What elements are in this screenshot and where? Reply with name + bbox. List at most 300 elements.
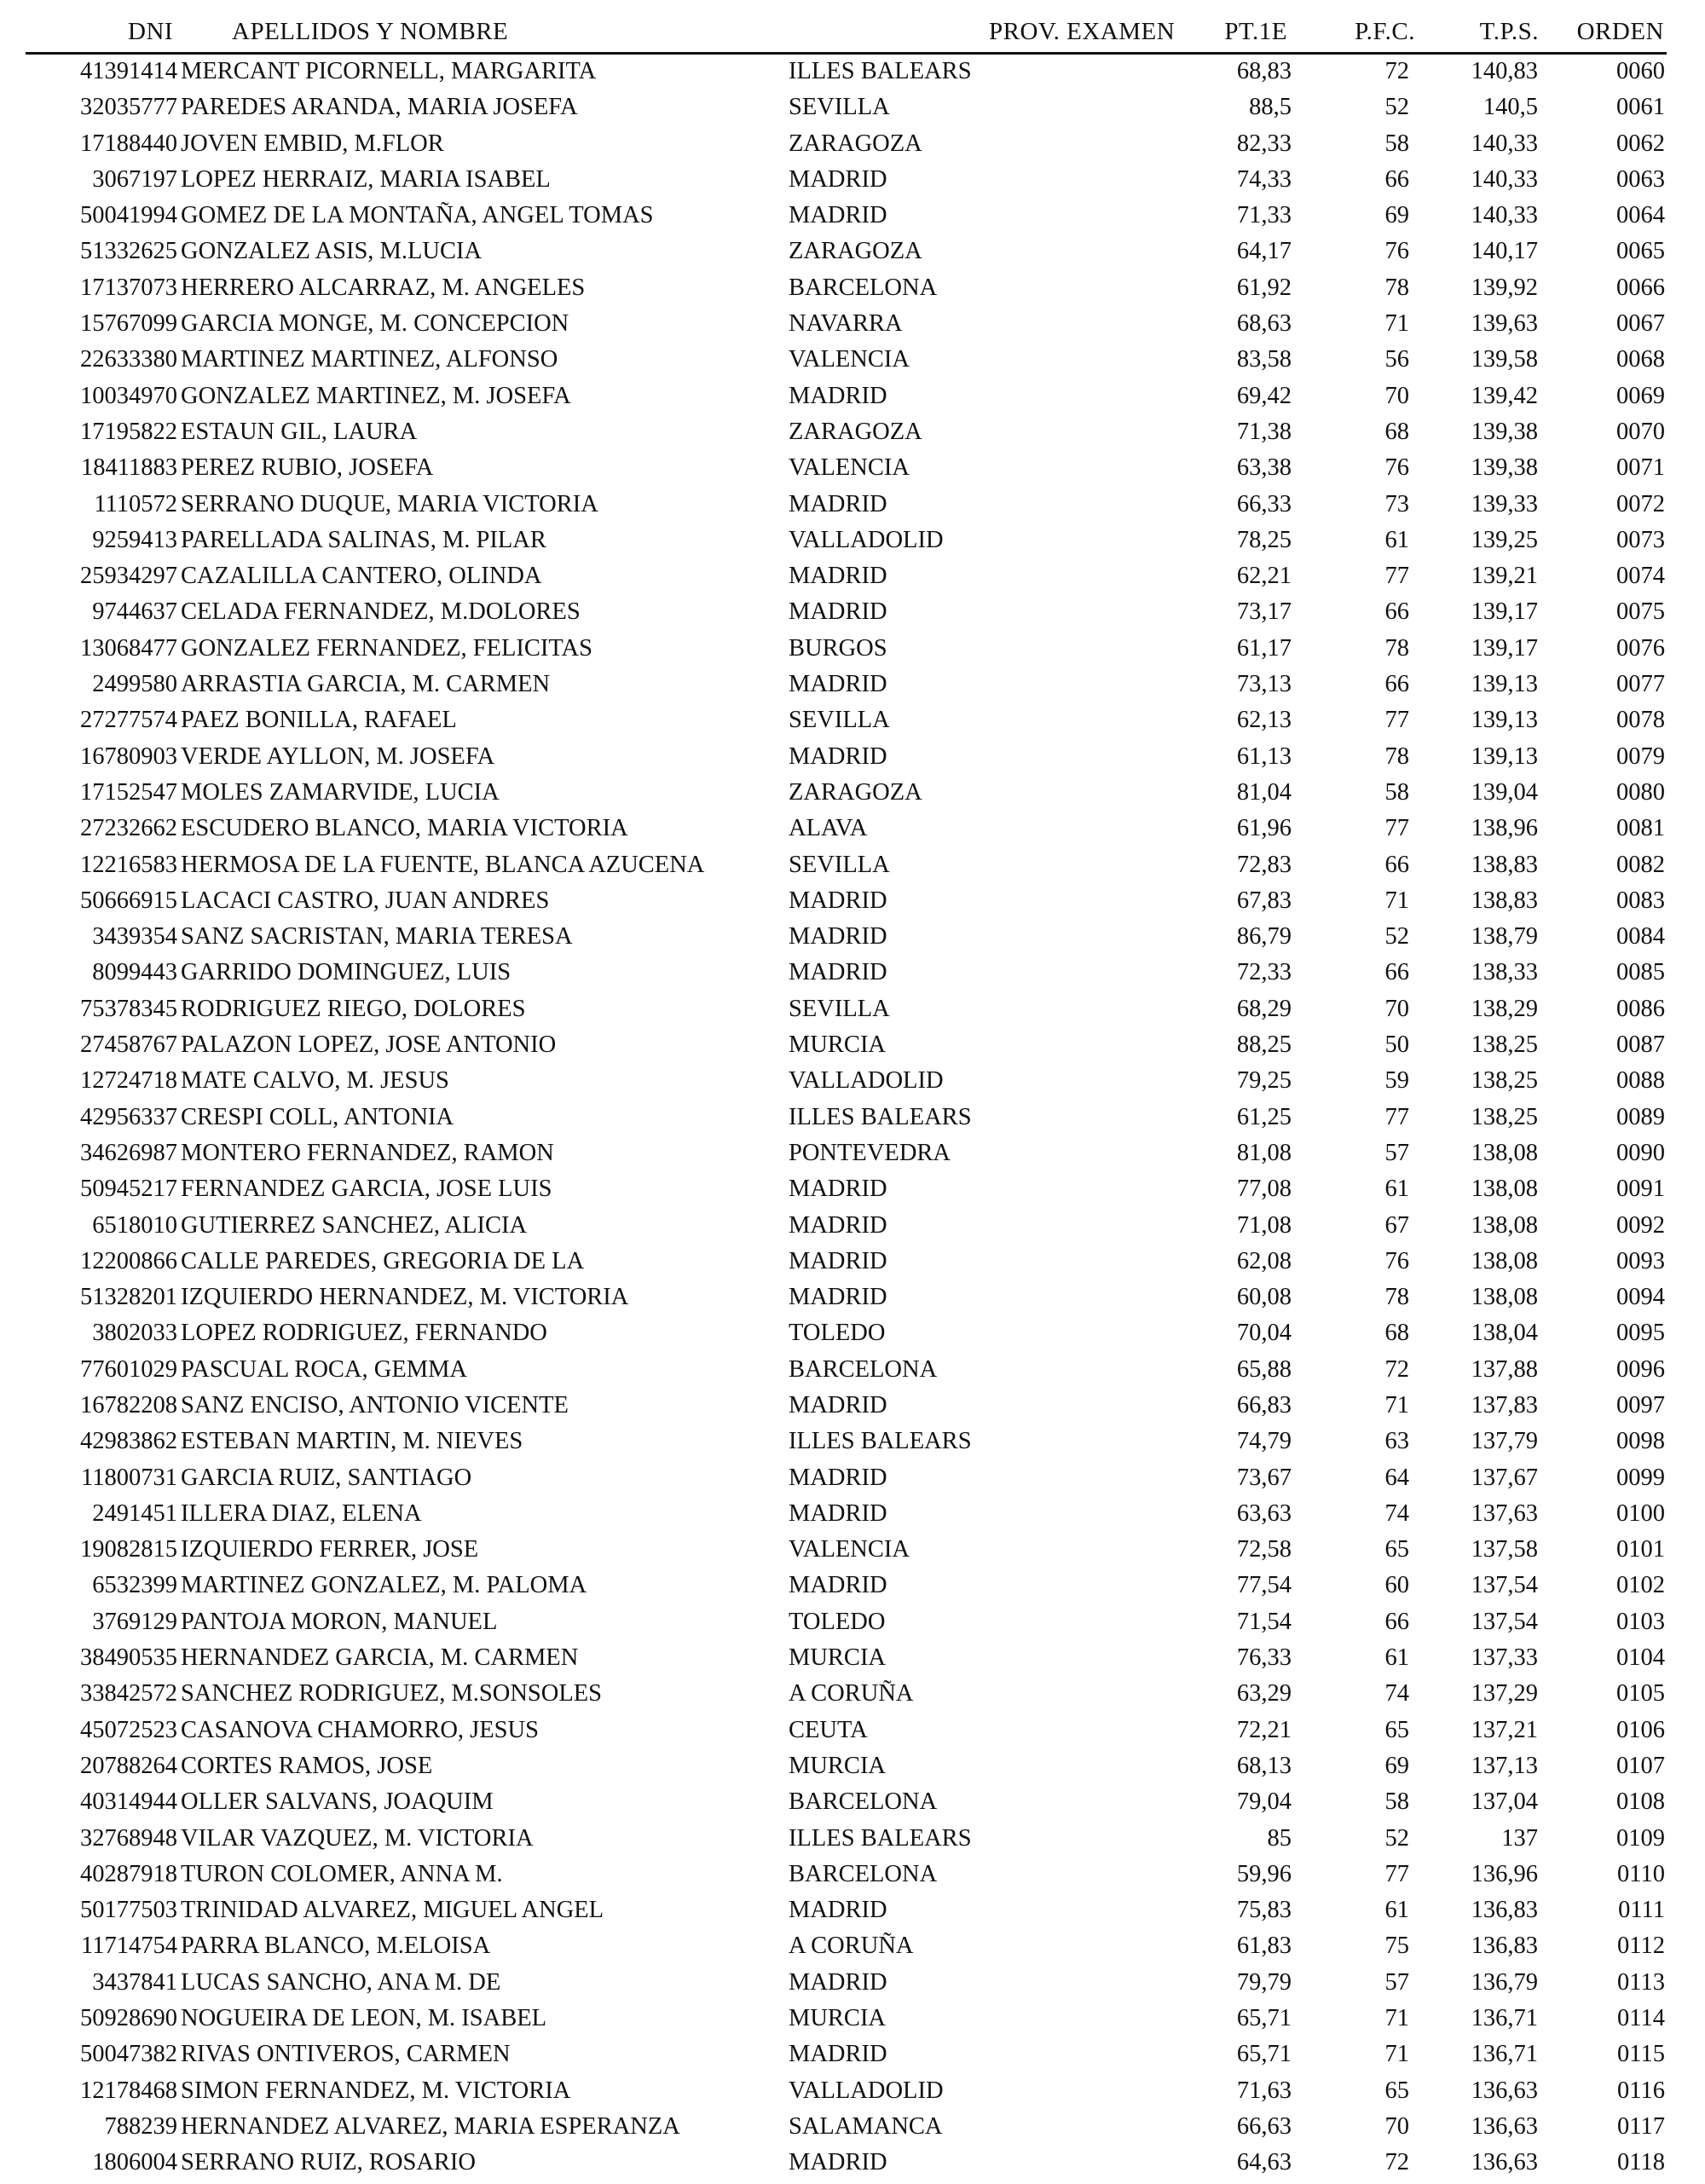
table-row — [0, 273, 1705, 309]
cell-orden: 0091 — [1616, 1176, 1665, 1203]
cell-name: PAREDES ARANDA, MARIA JOSEFA — [181, 94, 578, 121]
cell-province: MADRID — [789, 959, 887, 986]
cell-pt1e: 68,29 — [1236, 995, 1292, 1022]
cell-pt1e: 77,08 — [1236, 1176, 1292, 1203]
cell-name: ESTEBAN MARTIN, M. NIEVES — [181, 1428, 523, 1455]
cell-orden: 0117 — [1617, 2112, 1665, 2140]
cell-dni: 45072523 — [80, 1716, 177, 1743]
cell-name: SERRANO RUIZ, ROSARIO — [181, 2149, 476, 2176]
cell-pfc: 70 — [1384, 995, 1409, 1022]
table-row — [0, 489, 1705, 525]
cell-tps: 136,63 — [1471, 2112, 1538, 2140]
cell-name: ESTAUN GIL, LAURA — [181, 418, 418, 445]
cell-pt1e: 73,17 — [1236, 598, 1292, 626]
cell-orden: 0064 — [1616, 202, 1665, 229]
cell-tps: 139,13 — [1471, 671, 1538, 698]
cell-dni: 6518010 — [92, 1211, 177, 1239]
cell-pfc: 57 — [1384, 1139, 1409, 1166]
cell-province: MADRID — [789, 1211, 887, 1239]
cell-province: MURCIA — [789, 1752, 887, 1779]
cell-orden: 0082 — [1616, 851, 1665, 878]
table-row — [0, 1102, 1705, 1138]
cell-pfc: 78 — [1384, 634, 1409, 662]
cell-pfc: 66 — [1384, 165, 1409, 193]
cell-name: SANZ SACRISTAN, MARIA TERESA — [181, 923, 573, 950]
cell-name: MOLES ZAMARVIDE, LUCIA — [181, 778, 500, 806]
cell-pfc: 68 — [1384, 1320, 1409, 1347]
cell-pfc: 63 — [1384, 1428, 1409, 1455]
cell-pfc: 71 — [1384, 310, 1409, 338]
cell-province: ZARAGOZA — [789, 418, 922, 445]
cell-pt1e: 61,92 — [1236, 274, 1292, 301]
cell-pt1e: 75,83 — [1236, 1897, 1292, 1924]
cell-name: TURON COLOMER, ANNA M. — [181, 1860, 503, 1887]
cell-pt1e: 63,38 — [1236, 454, 1292, 482]
cell-name: MATE CALVO, M. JESUS — [181, 1067, 449, 1095]
cell-pt1e: 71,08 — [1236, 1211, 1292, 1239]
cell-pt1e: 79,79 — [1236, 1968, 1292, 1996]
table-row — [0, 813, 1705, 849]
cell-tps: 138,79 — [1471, 923, 1538, 950]
cell-pt1e: 66,63 — [1236, 2112, 1292, 2140]
cell-dni: 20788264 — [80, 1752, 177, 1779]
cell-pfc: 69 — [1384, 202, 1409, 229]
cell-pt1e: 64,63 — [1236, 2149, 1292, 2176]
cell-orden: 0088 — [1616, 1067, 1665, 1095]
table-row — [0, 1210, 1705, 1246]
cell-province: MURCIA — [789, 1031, 887, 1059]
cell-dni: 9259413 — [92, 526, 177, 553]
cell-name: CORTES RAMOS, JOSE — [181, 1752, 433, 1779]
header-pt1e: PT.1E — [1224, 18, 1287, 45]
table-row — [0, 1282, 1705, 1318]
cell-province: ILLES BALEARS — [789, 1103, 972, 1130]
cell-name: GONZALEZ MARTINEZ, M. JOSEFA — [181, 382, 571, 409]
cell-province: MADRID — [789, 1968, 887, 1996]
cell-pfc: 64 — [1384, 1464, 1409, 1491]
cell-pt1e: 81,04 — [1236, 778, 1292, 806]
table-row — [0, 2147, 1705, 2183]
cell-province: ILLES BALEARS — [789, 1824, 972, 1852]
table-row — [0, 344, 1705, 380]
cell-pfc: 71 — [1384, 2041, 1409, 2068]
table-row — [0, 742, 1705, 777]
cell-name: CASANOVA CHAMORRO, JESUS — [181, 1716, 539, 1743]
table-row — [0, 92, 1705, 128]
cell-name: PEREZ RUBIO, JOSEFA — [181, 454, 434, 482]
cell-province: ALAVA — [789, 815, 868, 842]
cell-province: MURCIA — [789, 2005, 887, 2032]
cell-province: ZARAGOZA — [789, 778, 922, 806]
cell-tps: 137,54 — [1471, 1572, 1538, 1599]
cell-tps: 137,13 — [1471, 1752, 1538, 1779]
cell-pt1e: 73,13 — [1236, 671, 1292, 698]
cell-pt1e: 65,88 — [1236, 1355, 1292, 1383]
cell-tps: 139,13 — [1471, 742, 1538, 770]
cell-pfc: 61 — [1384, 1176, 1409, 1203]
table-row — [0, 1534, 1705, 1570]
cell-pt1e: 64,17 — [1236, 238, 1292, 265]
table-row — [0, 1715, 1705, 1751]
cell-pt1e: 66,33 — [1236, 490, 1292, 517]
cell-dni: 8099443 — [92, 959, 177, 986]
cell-name: PASCUAL ROCA, GEMMA — [181, 1355, 468, 1383]
cell-province: VALLADOLID — [789, 1067, 944, 1095]
cell-tps: 137,67 — [1471, 1464, 1538, 1491]
cell-tps: 137,79 — [1471, 1428, 1538, 1455]
cell-orden: 0109 — [1616, 1824, 1665, 1852]
table-row — [0, 957, 1705, 993]
cell-pfc: 78 — [1384, 1284, 1409, 1311]
cell-dni: 50666915 — [80, 887, 177, 914]
cell-pt1e: 72,21 — [1236, 1716, 1292, 1743]
cell-tps: 139,92 — [1471, 274, 1538, 301]
cell-orden: 0100 — [1616, 1499, 1665, 1527]
cell-orden: 0118 — [1617, 2149, 1665, 2176]
table-row — [0, 1426, 1705, 1462]
cell-dni: 42956337 — [80, 1103, 177, 1130]
cell-name: SIMON FERNANDEZ, M. VICTORIA — [181, 2077, 571, 2104]
cell-tps: 139,63 — [1471, 310, 1538, 338]
cell-pfc: 74 — [1384, 1680, 1409, 1707]
cell-dni: 15767099 — [80, 310, 177, 338]
cell-orden: 0092 — [1616, 1211, 1665, 1239]
cell-orden: 0086 — [1616, 995, 1665, 1022]
cell-orden: 0089 — [1616, 1103, 1665, 1130]
header-pfc: P.F.C. — [1355, 18, 1415, 45]
cell-orden: 0107 — [1616, 1752, 1665, 1779]
cell-orden: 0070 — [1616, 418, 1665, 445]
cell-orden: 0104 — [1616, 1644, 1665, 1672]
cell-province: MADRID — [789, 2149, 887, 2176]
cell-name: TRINIDAD ALVAREZ, MIGUEL ANGEL — [181, 1897, 604, 1924]
cell-orden: 0062 — [1616, 130, 1665, 157]
cell-dni: 27458767 — [80, 1031, 177, 1059]
table-row — [0, 1030, 1705, 1066]
cell-name: GARRIDO DOMINGUEZ, LUIS — [181, 959, 512, 986]
cell-pt1e: 71,38 — [1236, 418, 1292, 445]
cell-tps: 136,71 — [1471, 2041, 1538, 2068]
cell-name: HERNANDEZ GARCIA, M. CARMEN — [181, 1644, 579, 1672]
table-row — [0, 1751, 1705, 1787]
table-row — [0, 1607, 1705, 1643]
cell-tps: 140,33 — [1471, 165, 1538, 193]
cell-name: MARTINEZ GONZALEZ, M. PALOMA — [181, 1572, 587, 1599]
cell-orden: 0114 — [1617, 2005, 1665, 2032]
cell-pfc: 66 — [1384, 1608, 1409, 1635]
cell-pt1e: 72,33 — [1236, 959, 1292, 986]
cell-dni: 17137073 — [80, 274, 177, 301]
cell-tps: 137,54 — [1471, 1608, 1538, 1635]
cell-name: LOPEZ HERRAIZ, MARIA ISABEL — [181, 165, 551, 193]
cell-dni: 50928690 — [80, 2005, 177, 2032]
cell-pt1e: 68,83 — [1236, 58, 1292, 84]
cell-pfc: 77 — [1384, 563, 1409, 590]
cell-pfc: 66 — [1384, 851, 1409, 878]
cell-name: LOPEZ RODRIGUEZ, FERNANDO — [181, 1320, 547, 1347]
cell-dni: 50177503 — [80, 1897, 177, 1924]
cell-province: MADRID — [789, 1572, 887, 1599]
header-dni: DNI — [128, 18, 174, 45]
cell-province: SEVILLA — [789, 995, 890, 1022]
cell-orden: 0116 — [1617, 2077, 1665, 2104]
cell-name: PALAZON LOPEZ, JOSE ANTONIO — [181, 1031, 557, 1059]
cell-pt1e: 79,25 — [1236, 1067, 1292, 1095]
cell-pt1e: 72,83 — [1236, 851, 1292, 878]
cell-province: VALENCIA — [789, 346, 910, 373]
cell-name: GARCIA RUIZ, SANTIAGO — [181, 1464, 472, 1491]
cell-province: MADRID — [789, 1176, 887, 1203]
cell-name: GUTIERREZ SANCHEZ, ALICIA — [181, 1211, 528, 1239]
table-row — [0, 1066, 1705, 1101]
cell-dni: 25934297 — [80, 563, 177, 590]
cell-province: SEVILLA — [789, 94, 890, 121]
table-row — [0, 1390, 1705, 1426]
table-row — [0, 1859, 1705, 1895]
table-row — [0, 1355, 1705, 1390]
cell-orden: 0108 — [1616, 1788, 1665, 1816]
cell-pfc: 70 — [1384, 382, 1409, 409]
cell-province: MADRID — [789, 202, 887, 229]
table-row — [0, 886, 1705, 922]
cell-tps: 137,29 — [1471, 1680, 1538, 1707]
cell-tps: 140,83 — [1471, 58, 1538, 84]
cell-tps: 139,17 — [1471, 598, 1538, 626]
cell-dni: 42983862 — [80, 1428, 177, 1455]
cell-dni: 17195822 — [80, 418, 177, 445]
cell-province: CEUTA — [789, 1716, 868, 1743]
table-row — [0, 381, 1705, 417]
cell-orden: 0061 — [1616, 94, 1665, 121]
cell-dni: 32035777 — [80, 94, 177, 121]
cell-province: MADRID — [789, 1284, 887, 1311]
cell-orden: 0080 — [1616, 778, 1665, 806]
cell-pt1e: 71,33 — [1236, 202, 1292, 229]
cell-province: BARCELONA — [789, 1860, 938, 1887]
cell-province: BARCELONA — [789, 274, 938, 301]
cell-pfc: 66 — [1384, 598, 1409, 626]
cell-orden: 0074 — [1616, 563, 1665, 590]
cell-orden: 0095 — [1616, 1320, 1665, 1347]
cell-orden: 0087 — [1616, 1031, 1665, 1059]
table-row — [0, 2076, 1705, 2112]
cell-tps: 137,33 — [1471, 1644, 1538, 1672]
cell-pt1e: 78,25 — [1236, 526, 1292, 553]
cell-dni: 40287918 — [80, 1860, 177, 1887]
cell-name: RIVAS ONTIVEROS, CARMEN — [181, 2041, 511, 2068]
cell-province: SEVILLA — [789, 707, 890, 734]
cell-dni: 3067197 — [92, 165, 177, 193]
cell-dni: 10034970 — [80, 382, 177, 409]
cell-tps: 136,63 — [1471, 2077, 1538, 2104]
cell-tps: 139,33 — [1471, 490, 1538, 517]
header-divider — [26, 52, 1667, 55]
table-row — [0, 236, 1705, 272]
cell-pfc: 65 — [1384, 2077, 1409, 2104]
cell-tps: 136,83 — [1471, 1897, 1538, 1924]
cell-province: MADRID — [789, 742, 887, 770]
cell-orden: 0066 — [1616, 274, 1665, 301]
cell-orden: 0101 — [1616, 1536, 1665, 1563]
cell-province: A CORUÑA — [789, 1933, 914, 1960]
cell-pfc: 57 — [1384, 1968, 1409, 1996]
cell-pt1e: 62,08 — [1236, 1247, 1292, 1274]
table-row — [0, 633, 1705, 669]
table-row — [0, 2112, 1705, 2147]
cell-pt1e: 71,63 — [1236, 2077, 1292, 2104]
cell-province: MADRID — [789, 1247, 887, 1274]
cell-province: MADRID — [789, 165, 887, 193]
table-row — [0, 2003, 1705, 2039]
cell-orden: 0067 — [1616, 310, 1665, 338]
cell-tps: 138,83 — [1471, 887, 1538, 914]
table-row — [0, 1643, 1705, 1678]
cell-tps: 137,21 — [1471, 1716, 1538, 1743]
cell-province: MADRID — [789, 1464, 887, 1491]
cell-pt1e: 70,04 — [1236, 1320, 1292, 1347]
cell-pt1e: 79,04 — [1236, 1788, 1292, 1816]
cell-pt1e: 61,96 — [1236, 815, 1292, 842]
cell-dni: 16782208 — [80, 1391, 177, 1418]
table-row — [0, 777, 1705, 813]
cell-dni: 77601029 — [80, 1355, 177, 1383]
table-row — [0, 1967, 1705, 2003]
cell-orden: 0085 — [1616, 959, 1665, 986]
cell-pt1e: 61,13 — [1236, 742, 1292, 770]
cell-tps: 138,96 — [1471, 815, 1538, 842]
cell-dni: 11800731 — [81, 1464, 177, 1491]
cell-dni: 3802033 — [92, 1320, 177, 1347]
table-row — [0, 1463, 1705, 1499]
table-row — [0, 994, 1705, 1030]
table-row — [0, 525, 1705, 561]
cell-tps: 140,17 — [1471, 238, 1538, 265]
cell-tps: 136,96 — [1471, 1860, 1538, 1887]
cell-tps: 137,04 — [1471, 1788, 1538, 1816]
cell-pfc: 65 — [1384, 1716, 1409, 1743]
cell-pfc: 76 — [1384, 238, 1409, 265]
table-row — [0, 1787, 1705, 1823]
table-row — [0, 850, 1705, 886]
cell-orden: 0110 — [1617, 1860, 1665, 1887]
cell-tps: 138,08 — [1471, 1247, 1538, 1274]
cell-pt1e: 61,25 — [1236, 1103, 1292, 1130]
cell-orden: 0081 — [1616, 815, 1665, 842]
cell-tps: 139,38 — [1471, 418, 1538, 445]
cell-name: LUCAS SANCHO, ANA M. DE — [181, 1968, 501, 1996]
cell-pt1e: 72,58 — [1236, 1536, 1292, 1563]
cell-pfc: 66 — [1384, 959, 1409, 986]
cell-province: ZARAGOZA — [789, 130, 922, 157]
cell-dni: 9744637 — [92, 598, 177, 626]
cell-pt1e: 62,13 — [1236, 707, 1292, 734]
table-row — [0, 1931, 1705, 1967]
cell-dni: 12724718 — [80, 1067, 177, 1095]
cell-orden: 0094 — [1616, 1284, 1665, 1311]
cell-name: PAEZ BONILLA, RAFAEL — [181, 707, 457, 734]
cell-province: MADRID — [789, 923, 887, 950]
cell-orden: 0084 — [1616, 923, 1665, 950]
cell-pt1e: 66,83 — [1236, 1391, 1292, 1418]
cell-dni: 27232662 — [80, 815, 177, 842]
cell-tps: 138,83 — [1471, 851, 1538, 878]
cell-pfc: 71 — [1384, 2005, 1409, 2032]
table-row — [0, 1138, 1705, 1174]
cell-name: GARCIA MONGE, M. CONCEPCION — [181, 310, 569, 338]
cell-name: PANTOJA MORON, MANUEL — [181, 1608, 498, 1635]
cell-tps: 138,08 — [1471, 1284, 1538, 1311]
table-row — [0, 129, 1705, 165]
cell-orden: 0083 — [1616, 887, 1665, 914]
cell-orden: 0099 — [1616, 1464, 1665, 1491]
cell-name: RODRIGUEZ RIEGO, DOLORES — [181, 995, 526, 1022]
cell-dni: 51328201 — [80, 1284, 177, 1311]
cell-pfc: 76 — [1384, 454, 1409, 482]
cell-province: SALAMANCA — [789, 2112, 943, 2140]
cell-orden: 0060 — [1616, 58, 1665, 84]
table-row — [0, 1823, 1705, 1859]
cell-name: CAZALILLA CANTERO, OLINDA — [181, 563, 542, 590]
cell-pt1e: 77,54 — [1236, 1572, 1292, 1599]
cell-pfc: 56 — [1384, 346, 1409, 373]
cell-pt1e: 65,71 — [1236, 2005, 1292, 2032]
table-row — [0, 1895, 1705, 1931]
cell-province: BURGOS — [789, 634, 887, 662]
table-row — [0, 597, 1705, 633]
cell-orden: 0098 — [1616, 1428, 1665, 1455]
cell-pfc: 52 — [1384, 1824, 1409, 1852]
table-row — [0, 1678, 1705, 1714]
cell-province: VALLADOLID — [789, 2077, 944, 2104]
cell-dni: 6532399 — [92, 1572, 177, 1599]
cell-name: NOGUEIRA DE LEON, M. ISABEL — [181, 2005, 547, 2032]
cell-pfc: 77 — [1384, 1860, 1409, 1887]
cell-tps: 138,33 — [1471, 959, 1538, 986]
cell-tps: 140,5 — [1482, 94, 1538, 121]
cell-pfc: 61 — [1384, 526, 1409, 553]
table-row — [0, 2039, 1705, 2075]
table-row — [0, 922, 1705, 957]
cell-dni: 16780903 — [80, 742, 177, 770]
cell-tps: 136,83 — [1471, 1933, 1538, 1960]
cell-pfc: 58 — [1384, 130, 1409, 157]
cell-dni: 788239 — [104, 2112, 177, 2140]
header-province: PROV. EXAMEN — [989, 18, 1176, 45]
cell-name: SERRANO DUQUE, MARIA VICTORIA — [181, 490, 598, 517]
table-row — [0, 1174, 1705, 1210]
cell-orden: 0068 — [1616, 346, 1665, 373]
cell-tps: 137 — [1501, 1824, 1538, 1852]
cell-pt1e: 85 — [1267, 1824, 1292, 1852]
cell-name: IZQUIERDO FERRER, JOSE — [181, 1536, 479, 1563]
cell-province: MADRID — [789, 1499, 887, 1527]
table-row — [0, 1570, 1705, 1606]
cell-province: MADRID — [789, 1897, 887, 1924]
cell-pt1e: 88,25 — [1236, 1031, 1292, 1059]
results-table-body — [0, 56, 1705, 2184]
cell-pfc: 50 — [1384, 1031, 1409, 1059]
cell-tps: 138,08 — [1471, 1176, 1538, 1203]
table-row — [0, 669, 1705, 705]
cell-pt1e: 83,58 — [1236, 346, 1292, 373]
cell-dni: 2499580 — [92, 671, 177, 698]
cell-dni: 32768948 — [80, 1824, 177, 1852]
cell-orden: 0069 — [1616, 382, 1665, 409]
cell-dni: 11714754 — [81, 1933, 177, 1960]
cell-dni: 12178468 — [80, 2077, 177, 2104]
cell-orden: 0111 — [1618, 1897, 1665, 1924]
cell-tps: 138,25 — [1471, 1031, 1538, 1059]
